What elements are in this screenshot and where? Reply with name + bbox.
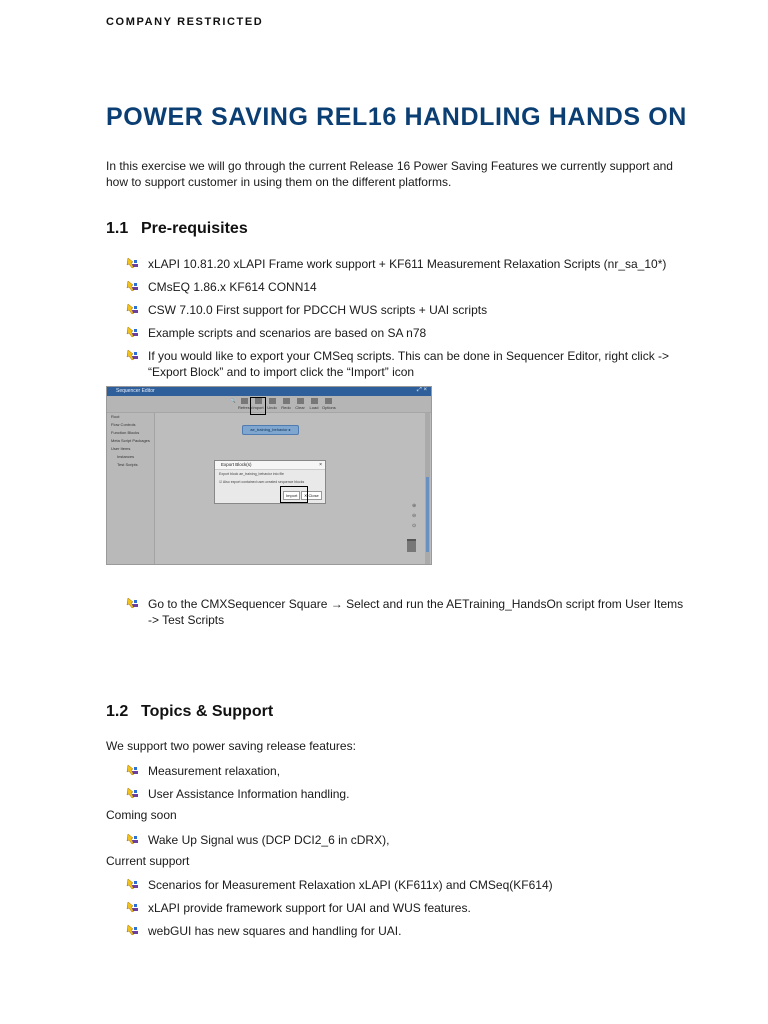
section-title: Topics & Support — [141, 703, 274, 720]
import-highlight-box — [280, 486, 308, 503]
pointing-hand-icon — [126, 597, 139, 610]
sidebar-item: Root — [111, 414, 120, 419]
list-item — [126, 763, 686, 779]
sidebar-item: Instances — [117, 454, 135, 459]
list-item — [126, 786, 686, 802]
section-heading-topics — [106, 703, 273, 721]
list-item-text: Wake Up Signal wus (DCP DCI2_6 in cDRX), — [148, 833, 390, 847]
features-list — [126, 763, 686, 802]
zoom-out-icon: ⊖ — [412, 513, 417, 519]
list-item — [126, 325, 686, 341]
section-number: 1.1 — [106, 220, 129, 237]
zoom-reset-icon: ⊙ — [412, 523, 417, 529]
list-item-text: Measurement relaxation, — [148, 764, 281, 778]
sequence-block-node: ae_training_behavior ▸ — [242, 425, 299, 435]
restriction-label: COMPANY RESTRICTED — [106, 16, 264, 28]
list-item-text: CMsEQ 1.86.x KF614 CONN14 — [148, 280, 317, 294]
list-item-text: Go to the CMXSequencer Square → Select and run the AETraining_HandsOn script from User Items -> Test Scripts — [148, 597, 684, 627]
pointing-hand-icon — [126, 257, 139, 270]
list-item-text: CSW 7.10.0 First support for PDCCH WUS scripts + UAI scripts — [148, 303, 488, 317]
current-support-label: Current support — [106, 854, 190, 868]
list-item — [126, 348, 686, 380]
dialog-text: Export block ae_training_behavior into file — [219, 472, 284, 476]
sequencer-editor-screenshot — [106, 386, 432, 565]
section-title: Pre-requisites — [141, 220, 248, 237]
list-item — [126, 877, 686, 893]
toolbar-item: Load — [308, 398, 320, 410]
prerequisites-list — [126, 256, 686, 380]
close-icon: × — [319, 462, 322, 468]
pointing-hand-icon — [126, 303, 139, 316]
toolbar-item: Import — [252, 398, 264, 410]
scroll-thumb — [426, 477, 429, 552]
export-highlight-box — [250, 397, 266, 415]
dialog-close-button: ✕ Close — [301, 491, 322, 500]
topics-intro: We support two power saving release features: — [106, 739, 356, 753]
pointing-hand-icon — [126, 878, 139, 891]
section-number: 1.2 — [106, 703, 129, 720]
editor-sidebar — [107, 413, 155, 564]
document-title: POWER SAVING REL16 HANDLING HANDS ON — [106, 103, 687, 131]
sidebar-item: User Items — [111, 446, 131, 451]
current-support-list — [126, 877, 686, 939]
coming-soon-label: Coming soon — [106, 808, 177, 822]
post-figure-list — [126, 596, 686, 628]
window-titlebar — [107, 387, 431, 396]
pointing-hand-icon — [126, 901, 139, 914]
pointing-hand-icon — [126, 764, 139, 777]
list-item — [126, 279, 686, 295]
list-item — [126, 900, 686, 916]
editor-toolbar — [107, 396, 431, 413]
coming-soon-list — [126, 832, 686, 848]
toolbar-item: Refresh — [238, 398, 250, 410]
pointing-hand-icon — [126, 326, 139, 339]
pointing-hand-icon — [126, 349, 139, 362]
trash-icon — [407, 539, 416, 552]
pointing-hand-icon — [126, 787, 139, 800]
window-buttons: ⤢ × — [417, 387, 427, 393]
list-item-text: xLAPI 10.81.20 xLAPI Frame work support + KF611 Measurement Relaxation Scripts (nr_sa_10*) — [148, 257, 667, 271]
toolbar-search-icon: 🔍 — [230, 398, 236, 403]
toolbar-item: Options — [322, 398, 334, 410]
zoom-in-icon: ⊕ — [412, 503, 417, 509]
toolbar-item: Clear — [294, 398, 306, 410]
list-item — [126, 596, 686, 628]
list-item-text: xLAPI provide framework support for UAI and WUS features. — [148, 901, 471, 915]
list-item — [126, 302, 686, 318]
list-item-text: If you would like to export your CMSeq scripts. This can be done in Sequencer Editor, right click -> “Export Block” and to import click the “Import” icon — [148, 349, 670, 379]
dialog-title: Export Block(s) — [215, 461, 325, 470]
export-dialog — [214, 460, 326, 504]
sidebar-item: Test Scripts — [117, 462, 138, 467]
list-item-text: webGUI has new squares and handling for UAI. — [148, 924, 402, 938]
list-item-text: Example scripts and scenarios are based on SA n78 — [148, 326, 427, 340]
list-item-text: User Assistance Information handling. — [148, 787, 350, 801]
pointing-hand-icon — [126, 833, 139, 846]
intro-paragraph: In this exercise we will go through the current Release 16 Power Saving Features we currently support and how to support customer in using them on the different platforms. — [106, 159, 673, 189]
dialog-import-button: Import — [283, 491, 300, 500]
pointing-hand-icon — [126, 280, 139, 293]
sidebar-item: Meta Script Packages — [111, 438, 150, 443]
sidebar-item: Flow Controls — [111, 422, 136, 427]
list-item — [126, 923, 686, 939]
list-item-text: Scenarios for Measurement Relaxation xLAPI (KF611x) and CMSeq(KF614) — [148, 878, 553, 892]
sidebar-item: Function Blocks — [111, 430, 140, 435]
toolbar-item: Undo — [266, 398, 278, 410]
list-item — [126, 832, 686, 848]
list-item — [126, 256, 686, 272]
pointing-hand-icon — [126, 924, 139, 937]
dialog-checkbox-label: ☑ Also export contained user-created sequence blocks — [219, 480, 305, 484]
window-title: Sequencer Editor — [116, 388, 155, 394]
toolbar-item: Redo — [280, 398, 292, 410]
section-heading-prerequisites — [106, 220, 248, 238]
